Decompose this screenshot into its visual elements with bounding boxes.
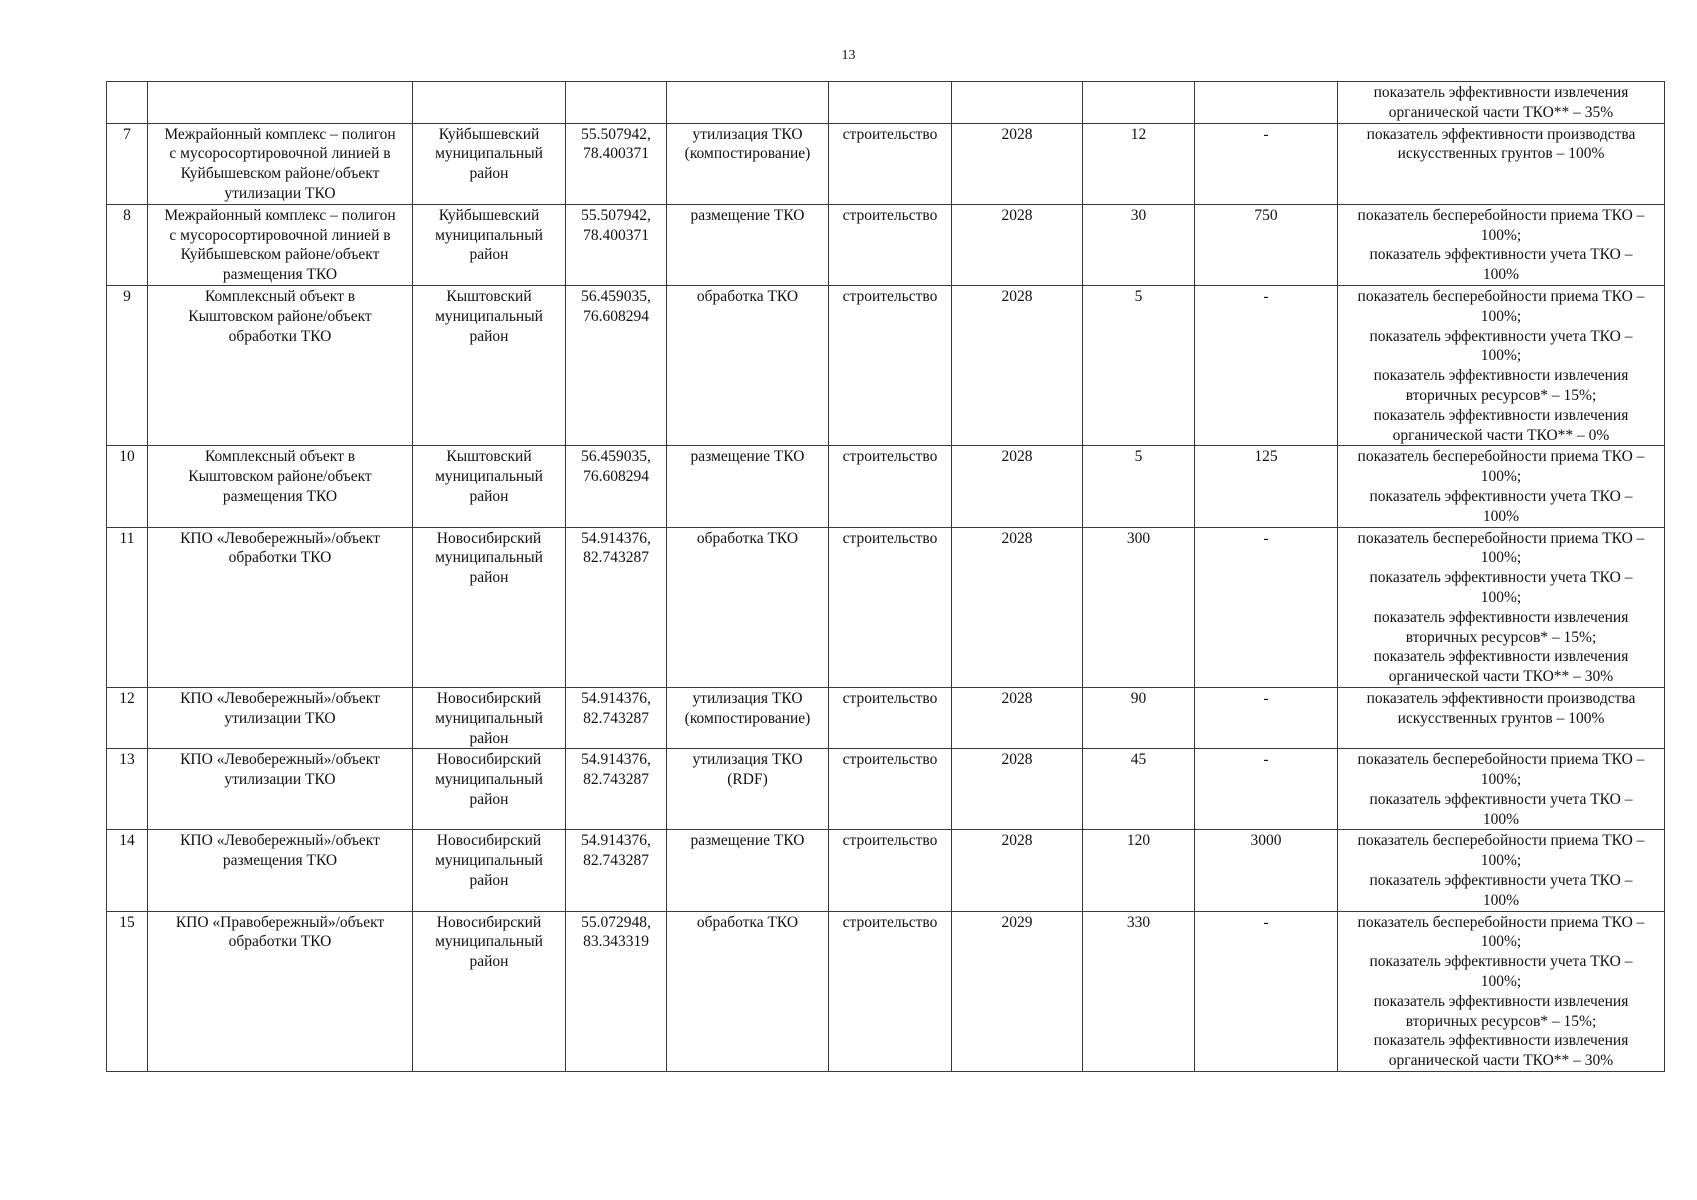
cell-line: обработка ТКО bbox=[696, 913, 799, 931]
activity-type-cell bbox=[667, 123, 829, 204]
facility-name-cell bbox=[148, 446, 413, 527]
cell-line: 82.743287 bbox=[583, 709, 649, 727]
cell-line: обработки ТКО bbox=[228, 933, 332, 951]
cell-line: утилизации ТКО bbox=[224, 709, 336, 727]
row-number-cell: 8 bbox=[107, 204, 148, 285]
row-number-cell: 7 bbox=[107, 123, 148, 204]
cell-line: утилизация ТКО bbox=[692, 751, 803, 769]
stage-cell: строительство bbox=[829, 830, 952, 911]
cell-line: показатель эффективности учета ТКО – bbox=[1369, 569, 1633, 587]
cell-line: 83.343319 bbox=[583, 933, 649, 951]
cell-line: КПО «Левобережный»/объект bbox=[180, 832, 380, 850]
cell-line: утилизация ТКО bbox=[692, 125, 803, 143]
row-number-cell: 14 bbox=[107, 830, 148, 911]
cell-line: 100%; bbox=[1480, 307, 1522, 325]
cell-line: 54.914376, bbox=[581, 529, 651, 547]
cell-line: 56.459035, bbox=[581, 448, 651, 466]
cell-line: показатель эффективности учета ТКО – bbox=[1369, 487, 1633, 505]
row-number-cell: 15 bbox=[107, 911, 148, 1071]
table-row bbox=[107, 911, 1665, 1071]
cell-line: утилизации ТКО bbox=[224, 184, 336, 202]
table-row bbox=[107, 830, 1665, 911]
cell-line: с мусоросортировочной линией в bbox=[169, 226, 391, 244]
activity-type-cell bbox=[667, 285, 829, 445]
cell-line: муниципальный bbox=[435, 852, 543, 870]
capacity-cell: 12 bbox=[1083, 123, 1195, 204]
cell-line: органической части ТКО** – 0% bbox=[1392, 426, 1610, 444]
year-cell: 2028 bbox=[952, 285, 1083, 445]
cell-line: 100%; bbox=[1480, 933, 1522, 951]
year-cell: 2028 bbox=[952, 527, 1083, 687]
cell-line: муниципальный bbox=[435, 933, 543, 951]
cell-line: показатель эффективности учета ТКО – bbox=[1369, 790, 1633, 808]
cell-line: 55.507942, bbox=[581, 206, 651, 224]
cell-line: показатель эффективности извлечения bbox=[1373, 608, 1629, 626]
activity-type-cell bbox=[667, 82, 829, 124]
coordinates-cell bbox=[566, 830, 667, 911]
capacity-cell: 300 bbox=[1083, 527, 1195, 687]
indicators-cell bbox=[1338, 527, 1665, 687]
year-cell: 2028 bbox=[952, 123, 1083, 204]
cell-line: Кыштовском районе/объект bbox=[188, 307, 372, 325]
row-number-cell bbox=[107, 82, 148, 124]
coordinates-cell bbox=[566, 749, 667, 830]
stage-cell: строительство bbox=[829, 749, 952, 830]
cell-line: Кыштовский bbox=[446, 448, 532, 466]
activity-type-cell bbox=[667, 446, 829, 527]
district-cell bbox=[413, 285, 566, 445]
year-cell: 2028 bbox=[952, 749, 1083, 830]
cell-line: Комплексный объект в bbox=[204, 448, 356, 466]
cell-line: Куйбышевском районе/объект bbox=[180, 165, 380, 183]
area-cell: - bbox=[1195, 123, 1338, 204]
cell-line: показатель эффективности учета ТКО – bbox=[1369, 872, 1633, 890]
district-cell bbox=[413, 204, 566, 285]
area-cell bbox=[1195, 82, 1338, 124]
cell-line: показатель эффективности извлечения bbox=[1373, 1032, 1629, 1050]
cell-line: 82.743287 bbox=[583, 549, 649, 567]
facility-name-cell bbox=[148, 527, 413, 687]
district-cell bbox=[413, 446, 566, 527]
year-cell: 2028 bbox=[952, 446, 1083, 527]
year-cell: 2028 bbox=[952, 687, 1083, 748]
capacity-cell: 45 bbox=[1083, 749, 1195, 830]
table-row bbox=[107, 749, 1665, 830]
activity-type-cell bbox=[667, 204, 829, 285]
cell-line: 100% bbox=[1482, 266, 1520, 284]
indicators-cell bbox=[1338, 830, 1665, 911]
facility-name-cell bbox=[148, 749, 413, 830]
cell-line: показатель эффективности извлечения bbox=[1373, 406, 1629, 424]
cell-line: 100%; bbox=[1480, 852, 1522, 870]
district-cell bbox=[413, 911, 566, 1071]
cell-line: размещения ТКО bbox=[222, 852, 338, 870]
cell-line: 100% bbox=[1482, 810, 1520, 828]
cell-line: район bbox=[469, 246, 509, 264]
coordinates-cell bbox=[566, 527, 667, 687]
cell-line: утилизации ТКО bbox=[224, 771, 336, 789]
cell-line: 54.914376, bbox=[581, 689, 651, 707]
facilities-table bbox=[106, 81, 1665, 1072]
facility-name-cell bbox=[148, 204, 413, 285]
cell-line: район bbox=[469, 953, 509, 971]
coordinates-cell bbox=[566, 123, 667, 204]
cell-line: обработки ТКО bbox=[228, 327, 332, 345]
cell-line: органической части ТКО** – 30% bbox=[1388, 668, 1614, 686]
cell-line: 100%; bbox=[1480, 226, 1522, 244]
indicators-cell bbox=[1338, 911, 1665, 1071]
cell-line: Новосибирский bbox=[436, 832, 542, 850]
indicators-cell bbox=[1338, 749, 1665, 830]
cell-line: (компостирование) bbox=[684, 145, 811, 163]
table-row bbox=[107, 446, 1665, 527]
year-cell: 2028 bbox=[952, 830, 1083, 911]
stage-cell: строительство bbox=[829, 911, 952, 1071]
capacity-cell: 330 bbox=[1083, 911, 1195, 1071]
facility-name-cell bbox=[148, 911, 413, 1071]
indicators-cell bbox=[1338, 285, 1665, 445]
district-cell bbox=[413, 830, 566, 911]
cell-line: Куйбышевский bbox=[438, 206, 540, 224]
year-cell: 2029 bbox=[952, 911, 1083, 1071]
coordinates-cell bbox=[566, 911, 667, 1071]
stage-cell: строительство bbox=[829, 204, 952, 285]
indicators-cell bbox=[1338, 204, 1665, 285]
cell-line: показатель бесперебойности приема ТКО – bbox=[1357, 529, 1645, 547]
stage-cell: строительство bbox=[829, 527, 952, 687]
row-number-cell: 9 bbox=[107, 285, 148, 445]
cell-line: муниципальный bbox=[435, 709, 543, 727]
cell-line: Новосибирский bbox=[436, 913, 542, 931]
cell-line: Новосибирский bbox=[436, 751, 542, 769]
cell-line: 82.743287 bbox=[583, 852, 649, 870]
indicators-cell bbox=[1338, 82, 1665, 124]
stage-cell: строительство bbox=[829, 285, 952, 445]
cell-line: показатель эффективности производства bbox=[1366, 125, 1636, 143]
cell-line: Кыштовском районе/объект bbox=[188, 468, 372, 486]
cell-line: показатель бесперебойности приема ТКО – bbox=[1357, 832, 1645, 850]
area-cell: - bbox=[1195, 527, 1338, 687]
cell-line: искусственных грунтов – 100% bbox=[1397, 145, 1605, 163]
cell-line: (RDF) bbox=[727, 771, 768, 789]
capacity-cell: 90 bbox=[1083, 687, 1195, 748]
capacity-cell: 120 bbox=[1083, 830, 1195, 911]
facility-name-cell bbox=[148, 82, 413, 124]
table-row bbox=[107, 123, 1665, 204]
cell-line: район bbox=[469, 327, 509, 345]
year-cell bbox=[952, 82, 1083, 124]
table-row bbox=[107, 527, 1665, 687]
capacity-cell bbox=[1083, 82, 1195, 124]
cell-line: показатель бесперебойности приема ТКО – bbox=[1357, 751, 1645, 769]
capacity-cell: 5 bbox=[1083, 285, 1195, 445]
cell-line: 100%; bbox=[1480, 973, 1522, 991]
cell-line: показатель бесперебойности приема ТКО – bbox=[1357, 913, 1645, 931]
cell-line: КПО «Левобережный»/объект bbox=[180, 751, 380, 769]
cell-line: КПО «Левобережный»/объект bbox=[180, 529, 380, 547]
cell-line: размещение ТКО bbox=[690, 206, 805, 224]
cell-line: 55.507942, bbox=[581, 125, 651, 143]
facility-name-cell bbox=[148, 285, 413, 445]
cell-line: Межрайонный комплекс – полигон bbox=[164, 206, 396, 224]
cell-line: показатель эффективности извлечения bbox=[1373, 648, 1629, 666]
cell-line: 56.459035, bbox=[581, 287, 651, 305]
cell-line: (компостирование) bbox=[684, 709, 811, 727]
facility-name-cell bbox=[148, 123, 413, 204]
cell-line: Межрайонный комплекс – полигон bbox=[164, 125, 396, 143]
coordinates-cell bbox=[566, 285, 667, 445]
indicators-cell bbox=[1338, 123, 1665, 204]
cell-line: обработка ТКО bbox=[696, 287, 799, 305]
cell-line: органической части ТКО** – 35% bbox=[1388, 103, 1614, 121]
cell-line: муниципальный bbox=[435, 771, 543, 789]
row-number-cell: 10 bbox=[107, 446, 148, 527]
stage-cell: строительство bbox=[829, 123, 952, 204]
cell-line: район bbox=[469, 487, 509, 505]
cell-line: размещения ТКО bbox=[222, 487, 338, 505]
cell-line: муниципальный bbox=[435, 307, 543, 325]
area-cell: 3000 bbox=[1195, 830, 1338, 911]
indicators-cell bbox=[1338, 687, 1665, 748]
row-number-cell: 12 bbox=[107, 687, 148, 748]
activity-type-cell bbox=[667, 830, 829, 911]
cell-line: утилизация ТКО bbox=[692, 689, 803, 707]
row-number-cell: 11 bbox=[107, 527, 148, 687]
cell-line: Куйбышевском районе/объект bbox=[180, 246, 380, 264]
cell-line: показатель эффективности извлечения bbox=[1373, 84, 1629, 101]
indicators-cell bbox=[1338, 446, 1665, 527]
district-cell bbox=[413, 527, 566, 687]
cell-line: Новосибирский bbox=[436, 689, 542, 707]
cell-line: показатель эффективности производства bbox=[1366, 689, 1636, 707]
cell-line: вторичных ресурсов* – 15%; bbox=[1405, 628, 1597, 646]
cell-line: Кыштовский bbox=[446, 287, 532, 305]
capacity-cell: 5 bbox=[1083, 446, 1195, 527]
stage-cell: строительство bbox=[829, 446, 952, 527]
cell-line: 76.608294 bbox=[583, 307, 649, 325]
cell-line: район bbox=[469, 790, 509, 808]
cell-line: муниципальный bbox=[435, 549, 543, 567]
cell-line: район bbox=[469, 872, 509, 890]
area-cell: 750 bbox=[1195, 204, 1338, 285]
cell-line: органической части ТКО** – 30% bbox=[1388, 1052, 1614, 1070]
facility-name-cell bbox=[148, 687, 413, 748]
cell-line: искусственных грунтов – 100% bbox=[1397, 709, 1605, 727]
table-body bbox=[107, 82, 1665, 1072]
cell-line: Куйбышевский bbox=[438, 125, 540, 143]
cell-line: 100% bbox=[1482, 891, 1520, 909]
cell-line: обработки ТКО bbox=[228, 549, 332, 567]
cell-line: 100%; bbox=[1480, 549, 1522, 567]
cell-line: показатель эффективности учета ТКО – bbox=[1369, 327, 1633, 345]
cell-line: размещение ТКО bbox=[690, 832, 805, 850]
cell-line: показатель эффективности извлечения bbox=[1373, 367, 1629, 385]
cell-line: муниципальный bbox=[435, 468, 543, 486]
cell-line: 76.608294 bbox=[583, 468, 649, 486]
activity-type-cell bbox=[667, 687, 829, 748]
cell-line: вторичных ресурсов* – 15%; bbox=[1405, 1012, 1597, 1030]
table-row bbox=[107, 82, 1665, 124]
cell-line: вторичных ресурсов* – 15%; bbox=[1405, 386, 1597, 404]
cell-line: 54.914376, bbox=[581, 751, 651, 769]
cell-line: 78.400371 bbox=[583, 226, 649, 244]
cell-line: район bbox=[469, 569, 509, 587]
cell-line: показатель эффективности учета ТКО – bbox=[1369, 953, 1633, 971]
cell-line: район bbox=[469, 729, 509, 747]
cell-line: размещение ТКО bbox=[690, 448, 805, 466]
activity-type-cell bbox=[667, 749, 829, 830]
coordinates-cell bbox=[566, 446, 667, 527]
capacity-cell: 30 bbox=[1083, 204, 1195, 285]
cell-line: с мусоросортировочной линией в bbox=[169, 145, 391, 163]
coordinates-cell bbox=[566, 687, 667, 748]
cell-line: район bbox=[469, 165, 509, 183]
area-cell: - bbox=[1195, 749, 1338, 830]
cell-line: показатель бесперебойности приема ТКО – bbox=[1357, 287, 1645, 305]
cell-line: муниципальный bbox=[435, 226, 543, 244]
facility-name-cell bbox=[148, 830, 413, 911]
cell-line: показатель эффективности извлечения bbox=[1373, 992, 1629, 1010]
table-row bbox=[107, 285, 1665, 445]
district-cell bbox=[413, 123, 566, 204]
area-cell: - bbox=[1195, 285, 1338, 445]
cell-line: КПО «Правобережный»/объект bbox=[175, 913, 385, 931]
cell-line: 100%; bbox=[1480, 588, 1522, 606]
cell-line: размещения ТКО bbox=[222, 266, 338, 284]
area-cell: 125 bbox=[1195, 446, 1338, 527]
cell-line: 100%; bbox=[1480, 347, 1522, 365]
coordinates-cell bbox=[566, 82, 667, 124]
cell-line: обработка ТКО bbox=[696, 529, 799, 547]
cell-line: 100%; bbox=[1480, 468, 1522, 486]
cell-line: 54.914376, bbox=[581, 832, 651, 850]
stage-cell: строительство bbox=[829, 687, 952, 748]
activity-type-cell bbox=[667, 527, 829, 687]
district-cell bbox=[413, 687, 566, 748]
cell-line: 55.072948, bbox=[581, 913, 651, 931]
table-row bbox=[107, 687, 1665, 748]
cell-line: 100% bbox=[1482, 507, 1520, 525]
cell-line: показатель бесперебойности приема ТКО – bbox=[1357, 448, 1645, 466]
cell-line: КПО «Левобережный»/объект bbox=[180, 689, 380, 707]
area-cell: - bbox=[1195, 687, 1338, 748]
activity-type-cell bbox=[667, 911, 829, 1071]
page-number: 13 bbox=[841, 48, 856, 63]
cell-line: показатель бесперебойности приема ТКО – bbox=[1357, 206, 1645, 224]
cell-line: Комплексный объект в bbox=[204, 287, 356, 305]
row-number-cell: 13 bbox=[107, 749, 148, 830]
table-row bbox=[107, 204, 1665, 285]
area-cell: - bbox=[1195, 911, 1338, 1071]
year-cell: 2028 bbox=[952, 204, 1083, 285]
cell-line: муниципальный bbox=[435, 145, 543, 163]
coordinates-cell bbox=[566, 204, 667, 285]
cell-line: показатель эффективности учета ТКО – bbox=[1369, 246, 1633, 264]
district-cell bbox=[413, 749, 566, 830]
cell-line: Новосибирский bbox=[436, 529, 542, 547]
cell-line: 82.743287 bbox=[583, 771, 649, 789]
cell-line: 78.400371 bbox=[583, 145, 649, 163]
stage-cell bbox=[829, 82, 952, 124]
district-cell bbox=[413, 82, 566, 124]
cell-line: 100%; bbox=[1480, 771, 1522, 789]
